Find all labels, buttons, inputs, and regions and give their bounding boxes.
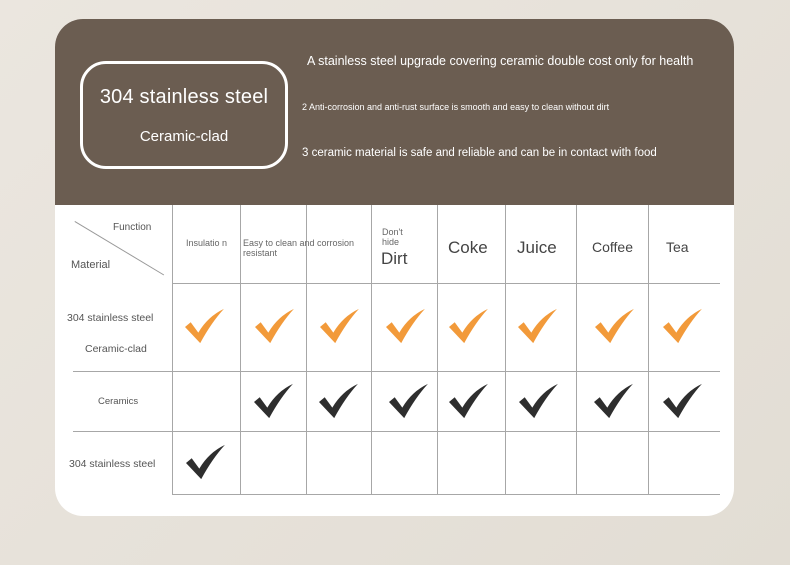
col-header-coffee: Coffee bbox=[592, 239, 633, 255]
checkmark-icon bbox=[317, 382, 359, 420]
checkmark-icon bbox=[253, 307, 295, 345]
material-badge bbox=[80, 61, 288, 169]
checkmark-icon bbox=[592, 382, 634, 420]
grid-line bbox=[73, 371, 720, 372]
checkmark-icon bbox=[517, 382, 559, 420]
col-header-juice: Juice bbox=[517, 238, 557, 257]
grid-line bbox=[172, 205, 173, 495]
col-header-dirt: Dirt bbox=[381, 249, 408, 268]
checkmark-icon bbox=[384, 307, 426, 345]
grid-line bbox=[73, 431, 720, 432]
checkmark-icon bbox=[661, 382, 703, 420]
checkmark-icon bbox=[516, 307, 558, 345]
row-label-clad-line2: Ceramic-clad bbox=[85, 343, 147, 355]
badge-title: 304 stainless steel bbox=[99, 86, 269, 108]
row-label-steel: 304 stainless steel bbox=[69, 458, 156, 470]
checkmark-icon bbox=[387, 382, 429, 420]
col-header-insulation: Insulatio n bbox=[186, 238, 228, 248]
header-banner bbox=[55, 19, 734, 205]
col-header-dont-hide: Don't hide bbox=[382, 227, 403, 247]
feature-line-3: 3 ceramic material is safe and reliable and can be in contact with food bbox=[302, 147, 657, 159]
comparison-card bbox=[55, 19, 734, 516]
grid-line bbox=[172, 283, 720, 284]
checkmark-icon bbox=[593, 307, 635, 345]
checkmark-icon bbox=[318, 307, 360, 345]
checkmark-icon bbox=[183, 307, 225, 345]
corner-material-label: Material bbox=[71, 259, 111, 271]
feature-line-2: 2 Anti-corrosion and anti-rust surface is smooth and easy to clean without dirt bbox=[302, 102, 610, 112]
checkmark-icon bbox=[447, 307, 489, 345]
grid-line bbox=[505, 205, 506, 495]
corner-function-label: Function bbox=[113, 222, 152, 233]
col-header-tea: Tea bbox=[666, 239, 689, 255]
col-header-coke: Coke bbox=[448, 238, 488, 257]
grid-line bbox=[437, 205, 438, 495]
row-label-ceramics: Ceramics bbox=[98, 396, 139, 407]
grid-line bbox=[576, 205, 577, 495]
badge-subtitle: Ceramic-clad bbox=[139, 128, 229, 145]
row-label-clad-line1: 304 stainless steel bbox=[67, 312, 154, 324]
grid-line bbox=[648, 205, 649, 495]
checkmark-icon bbox=[661, 307, 703, 345]
grid-line bbox=[240, 205, 241, 495]
checkmark-icon bbox=[184, 443, 226, 481]
grid-line bbox=[172, 494, 720, 495]
checkmark-icon bbox=[252, 382, 294, 420]
feature-line-1: A stainless steel upgrade covering ceramic double cost only for health bbox=[307, 54, 694, 68]
col-header-easy-clean: Easy to clean and corrosion resistant bbox=[243, 238, 355, 258]
checkmark-icon bbox=[447, 382, 489, 420]
grid-line bbox=[371, 205, 372, 495]
